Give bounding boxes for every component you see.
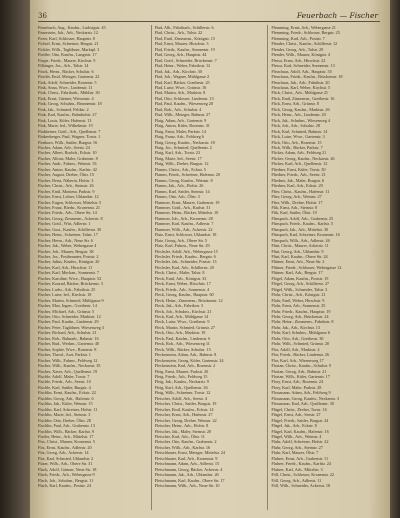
- directory-entry: Flender, Georg, Arb., Talstr. 29: [271, 46, 324, 52]
- directory-entry: Flad, Christ., Arb., Talstr. 22: [154, 30, 203, 36]
- directory-entry: Fichtel, Ernst, Schreiner, Bergstr. 21: [38, 41, 99, 47]
- directory-entry: Flammer, Ernst, Maurer, Grabenstr. 19: [154, 199, 220, 205]
- directory-entry: Flach, Friedr., Arb., Webergasse 9: [38, 472, 95, 478]
- directory-entry: Flick, Jak., Schuhm., Wiesenweg 4: [271, 117, 330, 123]
- directory-entry: Fleck, Georg, Kaufm., Hauptstr. 60: [154, 292, 214, 298]
- directory-entry: Flad, Georg, Arb., Hauptstr. 44: [154, 52, 207, 58]
- directory-columns: [38, 25, 380, 510]
- directory-entry: Fleischer, Ernst, Arb., Hafenstr. 27: [154, 412, 213, 418]
- directory-entry: Fink, Karl, Kaufm., Bahnhofstr. 27: [38, 112, 97, 118]
- directory-entry: Flier, Georg, Arb., Weinstr. 27: [271, 194, 322, 200]
- directory-entry: Fischer, Gottl., Wirt, Adlerstr. 1: [38, 221, 91, 227]
- directory-entry: Fleck, Joh., Schuhm., Kirchstr. 21: [154, 308, 212, 314]
- directory-entry: Flach, Karl, Kaufm., Poststr. 24: [38, 483, 91, 489]
- directory-entry: Flamm, Karl, Sattler, Steinstr. 14: [154, 188, 210, 194]
- directory-entry: Flad, Rob., Arb., Schulstr. 4: [154, 106, 202, 112]
- directory-entry: Fischer, Max, Ingen., Goethestr. 14: [38, 303, 97, 309]
- directory-entry: Fleck, Martin, Schmied, Grünstr. 27: [154, 324, 215, 330]
- directory-entry: Fischer, Jak., Weber, Webergasse 4: [38, 243, 97, 249]
- directory-entry: Fischlin, Ernst, Kaufm., Eckstr. 22: [38, 390, 96, 396]
- directory-entry: Fleischer, Wilh., Arb., Karlstr. 16: [154, 444, 211, 450]
- directory-entry: Fischlin, Marie, led., Steinstr. 3: [38, 412, 91, 418]
- directory-entry: Fischer, Michael, Arb., Grünstr. 5: [38, 308, 95, 314]
- directory-entry: Fischer, Julius, Kaufm., Königstr. 20: [38, 259, 100, 265]
- directory-entry: Fleig, Jak., Kaufm., Neckarstr. 9: [154, 379, 209, 385]
- book-edge: [390, 0, 400, 518]
- directory-entry: Flessa, Ernst, Arb., Hirschstr. 22: [271, 57, 326, 63]
- directory-entry: Fieger, Friedr., Maurer, Kirchstr. 9: [38, 57, 96, 63]
- directory-entry: Flaig, Jos., Schmied, Quellenstr. 2: [154, 144, 212, 150]
- directory-entry: Flach, Adolf, Gärtner, Neue Str. 18: [38, 466, 97, 472]
- directory-entry: Fleck, Rob., Arb., Wiesenweg 11: [154, 341, 210, 347]
- directory-entry: Flittner, Ernst, Arb., Neue Str. 2: [271, 259, 325, 265]
- directory-entry: Fleck, Heinr., Zimmerm., Brückenstr. 12: [154, 297, 223, 303]
- directory-entry: Flatz, Karl, Fuhrm., Neue Str. 29: [154, 243, 210, 249]
- directory-entry: Fischer, Albert, Buchdr., Eckstr. 10: [38, 150, 97, 156]
- directory-entry: Fleck, Karl, Arb., Mühlgasse 14: [154, 314, 209, 320]
- directory-entry: Fleck, Paul, Kaufm., Lindenstr. 6: [154, 335, 211, 341]
- directory-entry: Fluhr, Adolf, Schreiner, Hofstr. 22: [271, 439, 329, 445]
- directory-entry: Flor, Karl, Arb., Wiesenweg 17: [271, 357, 324, 363]
- directory-entry: Fleischer, Georg, Dreher, Weinstr. 22: [154, 417, 217, 423]
- directory-entry: Fink, Louis, Küfer, Hafenstr. 13: [38, 117, 92, 123]
- directory-entry: Fleck, Jak., Arb., Fabrikstr. 3: [154, 303, 204, 309]
- directory-entry: Fink, Marie, led., Wilhelmstr. 19: [38, 123, 93, 129]
- directory-entry: Flick, Emil, Zimmerm., Goethestr. 16: [271, 95, 335, 101]
- directory-entry: Fiedler, Otto, Kaufm., Langestr. 17: [38, 52, 97, 58]
- directory-entry: Fleischer, Emil, Kaufm., Eckstr. 14: [154, 406, 214, 412]
- directory-entry: Flicker, Adam, Arb., Feldweg 21: [271, 150, 327, 156]
- directory-entry: Flohr, Georg, Arb., Brückenstr. 24: [271, 314, 329, 320]
- directory-entry: Flad, Gottl., Schneider, Brückenstr. 7: [154, 57, 217, 63]
- directory-entry: Fink, Jak., Schmied, Feldstr. 2: [38, 106, 89, 112]
- directory-entry: Fleischmann, Jak., Arb., Uhlandstr. 26: [154, 472, 219, 478]
- directory-entry: Fleischer, Heinr., Arb., Hofstr. 8: [154, 423, 209, 429]
- directory-entry: Fleuchaus, Karl, Weber, Kirchstr. 5: [271, 84, 331, 90]
- directory-entry: Flohr, Jak., Arb., Kirchstr. 13: [271, 324, 320, 330]
- directory-entry: Flamm, Georg, Kaufm., Weinstr. 8: [154, 177, 213, 183]
- directory-entry: Flügel, Friedr., Sattler, Burgstr. 24: [271, 417, 329, 423]
- directory-entry: Fleischhauer, Karl, Arb., Kronenstr. 9: [154, 455, 218, 461]
- directory-entry: Finck, Herm., Bäcker, Schulstr. 6: [38, 68, 94, 74]
- directory-entry: Feuerstein, Joh., Arb., Neckarstr. 12: [38, 30, 98, 36]
- directory-entry: Fischer, Rud., Werkm., Gartenstr. 40: [38, 341, 100, 347]
- directory-entry: Fischer, Andr., Fuhrm., Weinstr. 33: [38, 161, 97, 167]
- directory-entry: Fink, Ernst, Gärtner, Wiesenstr. 4: [38, 95, 94, 101]
- directory-entry: Flick, Wilh., Bäcker, Parkstr. 7: [271, 144, 323, 150]
- directory-entry: Flossmann, Karl, Arb., Quellenstr. 30: [271, 401, 334, 407]
- directory-entry: Fischlin, Karl, Schreiner, Hofstr. 11: [38, 406, 98, 412]
- directory-entry: Fleck, Christ., Maler, Talstr. 8: [154, 270, 205, 276]
- directory-entry: Fleuchaus, Friedr., Kaufm., Brückenstr. 18: [271, 74, 343, 80]
- directory-entry: Flittner, Karl, Arb., Bergstr. 17: [271, 270, 323, 276]
- directory-entry: Flechsler, Karl, Arb., Schillerstr. 20: [154, 264, 214, 270]
- directory-entry: Flamm, Friedr., Schreiner, Hafenstr. 20: [154, 172, 220, 178]
- directory-entry: Fischer, Ludw., Arb., Fabrikstr. 25: [38, 286, 96, 292]
- directory-entry: Flögel, Wilh., Schneider, Talstr. 3: [271, 286, 328, 292]
- directory-entry: Fink, Adolf, Schneider, Rosenstr. 5: [38, 79, 97, 85]
- directory-entry: Fischle, Adolf, Maler, Torstr. 7: [38, 374, 90, 379]
- directory-entry: Flad, Wilh., Metzger, Bahnstr. 27: [154, 112, 211, 118]
- directory-entry: Fleischer, Jak., Maler, Steinstr. 20: [154, 428, 212, 434]
- directory-entry: Flögel, Adam, Kaufm., Poststr. 19: [271, 275, 329, 281]
- page-number: 36: [38, 12, 47, 20]
- directory-entry: Flohr, Friedr., Kaufm., Hauptstr. 19: [271, 308, 331, 314]
- directory-entry: Flick, Luise, Wwe., Gartenstr. 3: [271, 134, 325, 140]
- column-2: [151, 25, 264, 510]
- directory-entry: Fischer, Ernst, Lehrer, Uhlandstr. 12: [38, 194, 99, 200]
- directory-entry: Fliedner, Friedr., Arb., Seestr. 21: [271, 172, 326, 178]
- directory-entry: Flaig, Adam, Arb., Gartenstr. 9: [154, 117, 207, 123]
- directory-entry: Fischlin, Wilh., Bäcker, Karlstr. 9: [38, 428, 94, 434]
- directory-entry: Flögel, Georg, Arb., Schillerstr. 27: [271, 281, 330, 287]
- directory-entry: Flad, Martin, Arb., Marktstr. 8: [154, 90, 206, 96]
- directory-entry: Fliedner, Karl, Arb., Eckstr. 29: [271, 183, 323, 189]
- directory-entry: Flamm, Christ., Arb., Eckstr. 5: [154, 166, 206, 172]
- directory-entry: Fleig, Wilh., Schreiner, Torstr. 12: [154, 390, 211, 396]
- directory-entry: Fischer, Jos., Postbeamter, Poststr. 2: [38, 254, 99, 260]
- directory-entry: Flohr, Karl, Schuhm., Mühlgasse 6: [271, 330, 330, 336]
- directory-entry: Flad, Emil, Zimmerm., Königstr. 15: [154, 35, 215, 41]
- directory-entry: Fischer, Martin, Schmied, Mühlgasse 9: [38, 297, 104, 303]
- directory-entry: Flügel, Wilh., Arb., Weinstr. 4: [271, 433, 322, 439]
- directory-entry: Flossmann, Georg, Kaufm., Neckarstr. 3: [271, 395, 339, 401]
- directory-entry: Fleck, Emil, Arb., Königstr. 33: [154, 275, 207, 281]
- book-binding: [0, 0, 30, 518]
- directory-entry: Flinspach, Adolf, Arb., Grabenstr. 25: [271, 215, 334, 221]
- directory-entry: Flad, Jak., Arb., Kirchstr. 30: [154, 68, 202, 74]
- directory-entry: Fink, Anna, Wwe., Lindenstr. 11: [38, 84, 93, 90]
- column-1: [38, 25, 147, 510]
- directory-entry: Fischer, August, Dreher, Ölstr. 15: [38, 172, 94, 178]
- directory-entry: Fischer, Konrad, Bäcker, Brückenstr. 3: [38, 281, 103, 287]
- directory-entry: Flossmann, Adam, Arb., Feldweg 9: [271, 390, 331, 396]
- directory-entry: Flicker, Georg, Kaufm., Neckarstr. 26: [271, 155, 335, 161]
- directory-entry: Fischer, Peter, Taglöhner, Wiesenweg 3: [38, 324, 104, 330]
- directory-entry: Flory, Ernst, Arb., Rosenstr. 24: [271, 379, 324, 385]
- directory-entry: Flaig, Franz, Arb., Feldweg 6: [154, 134, 204, 140]
- directory-entry: Fischer, Otto, Schneider, Marktstr. 12: [38, 314, 101, 320]
- directory-entry: Fluhrer, Ernst, Arb., Grabenstr. 11: [271, 455, 329, 461]
- directory-entry: Flicker, Karl, Arb., Quellenstr. 12: [271, 161, 328, 167]
- column-3: [267, 25, 380, 510]
- directory-entry: Fluhr, Georg, Arb., Steinstr. 27: [271, 444, 323, 450]
- directory-entry: Flohr, Otto, Arb., Goethestr. 30: [271, 335, 324, 341]
- directory-entry: Fleischmann, Wilh., Arb., Neue Str. 10: [154, 483, 220, 489]
- directory-entry: Fischer, Berta, Näherin, Hofstr. 3: [38, 177, 94, 183]
- directory-entry: Flohr, Wilh., Schmied, Grünstr. 20: [271, 341, 330, 347]
- directory-entry: Fischer, Karl, Arb., Hirschstr. 11: [38, 264, 93, 270]
- directory-entry: Fleck, Luise, Wwe., Goethestr. 9: [154, 319, 210, 325]
- directory-entry: Fleischer, Adolf, Arb., Seestr. 4: [154, 395, 207, 401]
- directory-entry: Fleig, Friedr., Arb., Feldweg 15: [154, 374, 208, 379]
- directory-entry: Flammer, Joh., Arb., Kronenstr. 28: [154, 215, 213, 221]
- directory-entry: Fleischmann, Karl, Kaufm., Obere Str. 17: [154, 477, 225, 483]
- directory-entry: Flick, Ernst, Arb., Grünstr. 8: [271, 101, 319, 107]
- directory-entry: Fischlin, Georg, Arb., Hafenstr. 6: [38, 395, 94, 401]
- directory-entry: Flohr, Emil, Weber, Hirschstr. 9: [271, 297, 325, 303]
- directory-entry: Fischer, Luise, led., Kirchstr. 18: [38, 292, 92, 298]
- directory-entry: Fezer, Karl, Schlosser, Hauptstr. 8: [38, 35, 95, 41]
- directory-entry: Fleischer, Christ., Sattler, Burgstr. 19: [154, 401, 217, 407]
- directory-entry: Flaig, Anton, Küfer, Rosenstr. 31: [154, 123, 210, 129]
- directory-entry: Fischer, Franz, Bierbr., Kronenstr. 21: [38, 204, 101, 210]
- directory-entry: Flaig, Ernst, Maler, Parkstr. 14: [154, 128, 206, 134]
- directory-entry: Fleuchaus, Jak., Arb., Fabrikstr. 20: [271, 79, 330, 85]
- directory-entry: Fischer, Gust., Kaufm., Schillerstr. 30: [38, 226, 102, 232]
- directory-entry: Flaig, Wilh., Dreher, Burgstr. 12: [154, 161, 209, 167]
- directory-entry: Fleischer, Otto, Kaufm., Grabenstr. 2: [154, 439, 217, 445]
- directory-entry: Flik, Ernst, Arb., Steinstr. 8: [271, 204, 317, 210]
- directory-entry: Florian, Georg, Arb., Bahnstr. 21: [271, 368, 327, 374]
- directory-entry: Flad, Otto, Schlosser, Lindenstr. 13: [154, 95, 214, 101]
- directory-entry: Flügel, Karl, Kaufm., Hafenstr. 16: [271, 428, 329, 434]
- directory-entry: Fischer, Richard, Arb., Schulstr. 21: [38, 330, 97, 336]
- directory-entry: Fitzer, Wilh., Arb., Obere Str. 31: [38, 461, 93, 467]
- directory-entry: Flügel, Jak., Arb., Eckstr. 8: [271, 423, 317, 429]
- directory-entry: Flemming, Karl, Arb., Poststr. 7: [271, 35, 325, 41]
- directory-entry: Flemming, Ernst, Arb., Webergasse 21: [271, 25, 336, 30]
- directory-entry: Föll, Christ., Schlosser, Kronenstr. 22: [271, 472, 335, 478]
- directory-entry: Fischer, Adam, Arb., Seestr. 24: [38, 144, 90, 150]
- directory-entry: Flatz, Georg, Arb., Obere Str. 5: [154, 237, 207, 243]
- directory-entry: Flinspach, Friedr., Kaufm., Karlstr. 5: [271, 221, 333, 227]
- directory-entry: Flechsler, Jak., Schneider, Poststr. 13: [154, 259, 217, 265]
- directory-entry: Filbinger, Jos., Arb., Talstr. 14: [38, 63, 89, 69]
- directory-entry: Flammer, Heinr., Bäcker, Mittelstr. 10: [154, 210, 219, 216]
- directory-entry: Flick, Christ., Arb., Mühlgasse 21: [271, 90, 329, 96]
- directory-entry: Fischle, Friedr., Arb., Seestr. 10: [38, 379, 91, 385]
- directory-entry: Fischer, Christ., Arb., Steinstr. 26: [38, 183, 94, 189]
- directory-entry: Flad, Heinr., Weber, Fabrikstr. 12: [154, 63, 211, 69]
- directory-entry: Fleckenstein, Karl, Arb., Rosenstr. 2: [154, 363, 216, 369]
- directory-entry: Fischer, Wilh., Fuhrm., Feldweg 12: [38, 357, 98, 363]
- directory-entry: Fleischmann, Georg, Bäcker, Ackerstr. 4: [154, 466, 223, 472]
- directory-entry: Fischer, Friedr., Arb., Obere Str. 14: [38, 210, 97, 216]
- directory-entry: Flammer, Gottl., Arb., Karlstr. 31: [154, 204, 211, 210]
- directory-entry: Finkenberger, Paul, Wagner, Torstr. 1: [38, 134, 101, 140]
- directory-entry: Fleischer, Karl, Arb., Ölstr. 11: [154, 433, 205, 439]
- directory-entry: Flier, Christ., Kaufm., Hafenstr. 11: [271, 188, 330, 194]
- running-head: Feuerbach — Fischer: [296, 11, 378, 20]
- directory-entry: Fleischmann, Adam, Arb., Adlerstr. 15: [154, 461, 220, 467]
- directory-entry: Fischer, Emil, Monteur, Parkstr. 9: [38, 188, 95, 194]
- directory-entry: Flinspach, Karl, Schreiner, Kronenstr. 16: [271, 232, 340, 238]
- directory-entry: Flinspach, Wilh., Arb., Adlerstr. 26: [271, 237, 330, 243]
- directory-entry: Föll, Georg, Arb., Adlerstr. 11: [271, 477, 322, 483]
- directory-entry: Fink, Christ., Fabrikarb., Mühlstr. 30: [38, 90, 100, 96]
- directory-entry: Flaig, Marie, led., Seestr. 17: [154, 155, 202, 161]
- directory-entry: Flügel, Ernst, Arb., Seestr. 27: [271, 412, 321, 418]
- directory-entry: Flory, Karl, Maler, Parkstr. 28: [271, 384, 322, 390]
- directory-entry: Fluhrer, Friedr., Kaufm., Karlstr. 24: [271, 461, 331, 467]
- directory-entry: Fischer, Rob., Bahnarb., Bahnstr. 16: [38, 335, 99, 341]
- directory-entry: Flick, Karl, Schmied, Bahnstr. 14: [271, 128, 328, 134]
- directory-entry: Fickler, Wilh., Taglöhner, Marktpl. 3: [38, 46, 100, 52]
- directory-entry: Fischer, Herm., Arb., Neue Str. 6: [38, 237, 93, 243]
- directory-entry: Flad, Luise, Wwe., Grünstr. 16: [154, 84, 207, 90]
- directory-entry: Fischer, Sophie, Wwe., Rosenstr. 8: [38, 346, 97, 352]
- directory-entry: Fischer, Karl, Mechan., Sonnenstr. 7: [38, 270, 99, 276]
- directory-entry: Flaig, Karl, Arb., Torstr. 23: [154, 150, 200, 156]
- directory-entry: Fiss, Christ., Maurer, Kronenstr. 5: [38, 439, 95, 445]
- directory-entry: Flechsler, Adolf, Arb., Webergasse 15: [154, 248, 218, 254]
- directory-entry: Flick, Heinr., Arb., Lindenstr. 20: [271, 112, 326, 118]
- directory-entry: Flatz, Ernst, Schlosser, Uhlandstr. 18: [154, 232, 217, 238]
- directory-entry: Fischlin, Otto, Dreher, Ölstr. 28: [38, 417, 91, 423]
- directory-entry: Fitz, Georg, Arb., Ackerstr. 14: [38, 450, 89, 456]
- directory-entry: Fliedner, Jak., Maler, Burgstr. 6: [271, 177, 325, 183]
- directory-entry: Fischer, Georg, Zimmerm., Ackerstr. 8: [38, 215, 103, 221]
- directory-entry: Fitz, Ernst, Kaufm., Adlerstr. 20: [38, 444, 92, 450]
- directory-entry: Fischlin, Paul, Arb., Grabenstr. 13: [38, 423, 95, 429]
- directory-entry: Fischer, Theod., Arzt, Parkstr. 1: [38, 352, 91, 358]
- directory-entry: Flamm, Otto, Arb., Ölstr. 3: [154, 194, 200, 200]
- directory-entry: Flemming, Friedr., Schlosser, Bergstr. 25: [271, 30, 340, 36]
- directory-entry: Flessa, Karl, Schneider, Sonnenstr. 13: [271, 63, 335, 69]
- directory-entry: Fleischhauer, Ernst, Metzger, Mittelstr. 24: [154, 450, 225, 456]
- directory-entry: Flittner, Friedr., Schlosser, Webergasse 12: [271, 264, 342, 270]
- directory-entry: Feuerbach, Aug., Kaufm., Ludwigstr. 45: [38, 25, 106, 30]
- directory-entry: Fleckenstein, Georg, Küfer, Gartenstr. 24: [154, 357, 224, 363]
- directory-entry: Fleuchaus, Adolf, Arb., Hauptstr. 35: [271, 68, 332, 74]
- directory-entry: Fischer, Wilh., Kaufm., Neckarstr. 35: [38, 363, 101, 369]
- directory-entry: Flad, Friedr., Kaufm., Sonnenstr. 19: [154, 46, 215, 52]
- directory-entry: Fleck, Wilh., Bäcker, Schulstr. 15: [154, 346, 211, 352]
- directory-entry: Fischer, Xaver, Arb., Quellenstr. 19: [38, 368, 98, 374]
- directory-entry: Flier, Wilh., Dreher, Hofstr. 17: [271, 199, 323, 205]
- directory-page: [30, 0, 390, 518]
- directory-entry: Flohr, Christ., Arb., Königstr. 21: [271, 292, 326, 298]
- directory-entry: Flick, Joh., Arb., Schulstr. 28: [271, 123, 320, 129]
- directory-entry: Fischer, Paul, Kaufm., Lindenstr. 29: [38, 319, 99, 325]
- directory-entry: Flad, Paul, Kaufm., Wiesenweg 20: [154, 101, 213, 107]
- directory-entry: Flechsler, Friedr., Kaufm., Bergstr. 6: [154, 254, 216, 260]
- directory-entry: Fluhrer, Karl, Arb., Mittelstr. 3: [271, 466, 323, 472]
- directory-entry: Flender, Wilh., Maurer, Königstr. 4: [271, 52, 330, 58]
- directory-entry: Flint, Christ., Maurer, Ackerstr. 11: [271, 243, 329, 249]
- header-rule: [38, 21, 380, 22]
- directory-entry: Fleig, Ernst, Maurer, Parkstr. 20: [154, 368, 209, 374]
- directory-entry: Fischer, Heinr., Schreiner, Talstr. 17: [38, 232, 98, 238]
- directory-entry: Flaig, Georg, Kaufm., Neckarstr. 18: [154, 139, 215, 145]
- directory-entry: Flinspach, Jak., Arb., Mittelstr. 30: [271, 226, 329, 232]
- directory-entry: Fleck, Otto, Arb., Marktstr. 19: [154, 330, 206, 336]
- directory-entry: Fischer, Eugen, Schlosser, Mittelstr. 5: [38, 199, 102, 205]
- directory-entry: Fitz, Karl, Schmied, Uhlandstr. 2: [38, 455, 94, 461]
- directory-entry: Fiseler, Heinr., Arb., Mittelstr. 17: [38, 433, 94, 439]
- directory-entry: Fliedner, Ernst, Küfer, Torstr. 30: [271, 166, 326, 172]
- directory-entry: Flad, Alb., Fabrikarb., Schillerstr. 6: [154, 25, 214, 30]
- directory-entry: Flügel, Christ., Dreher, Torstr. 16: [271, 406, 327, 412]
- directory-entry: Fischer, Alfons, Maler, Grabenstr. 8: [38, 155, 98, 161]
- directory-entry: Finckh, Emil, Metzger, Gartenstr. 22: [38, 74, 100, 80]
- directory-entry: Flad, Karl, Bäcker, Goethestr. 25: [154, 79, 210, 85]
- directory-entry: Fischer, Joh., Maurer, Bergstr. 38: [38, 248, 94, 254]
- directory-entry: Föll, Wilh., Schneider, Ackerstr. 18: [271, 483, 331, 489]
- directory-entry: Fischlin, Jak., Küfer, Weinstr. 15: [38, 401, 93, 407]
- directory-entry: Flach, Joh., Schuhm., Bergstr. 11: [38, 477, 94, 483]
- directory-entry: Fleck, Friedr., Arb., Sonnenstr. 4: [154, 286, 210, 292]
- directory-entry: Fischer, Karoline, Wwe., Hauptstr. 52: [38, 275, 102, 281]
- directory-entry: Flamm, Jak., Arb., Hofstr. 26: [154, 183, 204, 189]
- directory-entry: Florian, Christ., Kaufm., Schulstr. 9: [271, 363, 332, 369]
- directory-entry: Flad, Joh., Wagner, Mühlgasse 2: [154, 74, 210, 80]
- directory-entry: Fischer, Anton, Kaufm., Karlstr. 42: [38, 166, 97, 172]
- directory-entry: Fischle, Karl, Sattler, Burgstr. 4: [38, 384, 91, 390]
- directory-entry: Flammer, Karl, Kaufm., Adlerstr. 7: [154, 221, 214, 227]
- directory-entry: Flad, Ernst, Maurer, Hirschstr. 3: [154, 41, 209, 47]
- directory-entry: Flick, Georg, Kaufm., Marktstr. 26: [271, 106, 330, 112]
- directory-entry: Flohr, Heinr., Zimmerm., Fabrikstr. 8: [271, 319, 334, 325]
- directory-entry: Fleig, Karl, Arb., Quellenstr. 26: [154, 384, 208, 390]
- directory-entry: Flammer, Wilh., Arb., Ackerstr. 22: [154, 226, 213, 232]
- directory-entry: Flor, Adolf, Arb., Marktstr. 4: [271, 346, 320, 352]
- directory-entry: Fluhr, Karl, Maurer, Ölstr. 7: [271, 450, 319, 456]
- directory-entry: Flint, Karl, Kaufm., Obere Str. 24: [271, 254, 328, 260]
- directory-entry: Flick, Otto, Arb., Rosenstr. 15: [271, 139, 322, 145]
- directory-entry: Fink, Georg, Schuhm., Brunnenstr. 18: [38, 101, 102, 107]
- directory-entry: Finkbeiner, Gottl., Arb., Quellenstr. 7: [38, 128, 101, 134]
- directory-entry: Fleckenstein, Adam, Arb., Bahnstr. 8: [154, 352, 217, 358]
- directory-entry: Flohr, Ernst, Arb., Sonnenstr. 25: [271, 303, 326, 309]
- directory-entry: Flender, Christ., Kaufm., Schillerstr. 12: [271, 41, 338, 47]
- directory-entry: Flik, Karl, Sattler, Ölstr. 19: [271, 210, 317, 216]
- directory-entry: Firnkorn, Wilh., Sattler, Burgstr. 16: [38, 139, 98, 145]
- directory-entry: Flor, Friedr., Bäcker, Lindenstr. 26: [271, 352, 329, 358]
- directory-entry: Flint, Georg, Arb., Uhlandstr. 9: [271, 248, 324, 254]
- directory-entry: Fleck, Ernst, Weber, Hirschstr. 17: [154, 281, 211, 287]
- directory-entry: Florian, Wilh., Küfer, Gartenstr. 17: [271, 374, 330, 379]
